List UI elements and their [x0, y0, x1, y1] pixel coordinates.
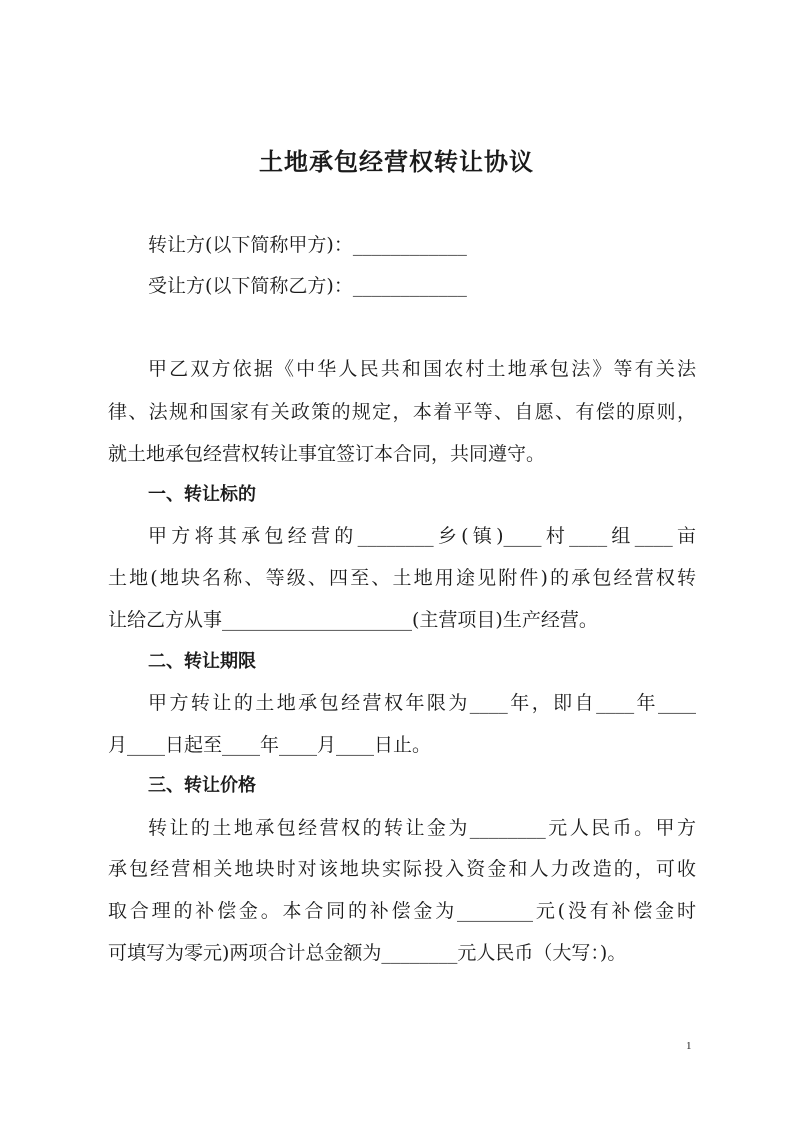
section-line: 可填写为零元)两项合计总金额为________元人民币（大写：)。: [108, 942, 627, 964]
section-line: 承包经营相关地块时对该地块实际投入资金和人力改造的，可收: [108, 858, 696, 880]
section-line: 月____日起至____年____月____日止。: [108, 734, 432, 756]
section-heading: 一、转让标的: [148, 484, 256, 505]
party-a-line: 转让方(以下简称甲方)：____________: [148, 234, 467, 256]
party-b-line: 受让方(以下简称乙方)：____________: [148, 275, 467, 297]
section-heading: 二、转让期限: [148, 651, 256, 672]
section-line: 取合理的补偿金。本合同的补偿金为________元(没有补偿金时: [108, 900, 696, 922]
section-line: 甲方将其承包经营的________乡(镇)____村____组____亩: [148, 525, 696, 547]
section-line: 转让的土地承包经营权的转让金为________元人民币。甲方: [148, 817, 696, 839]
section-heading: 三、转让价格: [148, 775, 256, 796]
intro-line: 律、法规和国家有关政策的规定，本着平等、自愿、有偿的原则，: [108, 401, 696, 423]
page-number: 1: [686, 1040, 692, 1052]
document-title: 土地承包经营权转让协议: [259, 148, 534, 176]
section-line: 土地(地块名称、等级、四至、土地用途见附件)的承包经营权转: [108, 567, 696, 589]
intro-line: 就土地承包经营权转让事宜签订本合同，共同遵守。: [108, 443, 546, 465]
intro-line: 甲乙双方依据《中华人民共和国农村土地承包法》等有关法: [148, 358, 696, 380]
section-line: 让给乙方从事____________________(主营项目)生产经营。: [108, 609, 598, 631]
section-line: 甲方转让的土地承包经营权年限为____年，即自____年____: [148, 692, 696, 714]
